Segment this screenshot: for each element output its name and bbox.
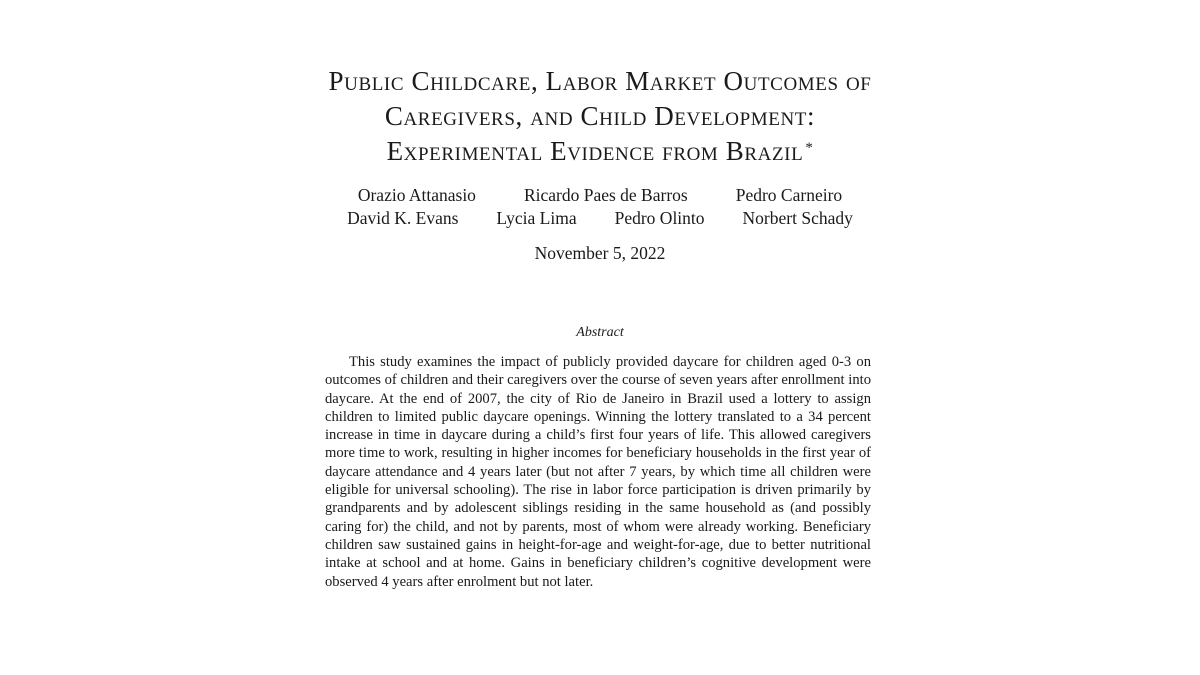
title-footnote-mark[interactable]: * bbox=[805, 140, 814, 156]
author-name: David K. Evans bbox=[347, 208, 459, 228]
abstract-heading: Abstract bbox=[576, 325, 624, 340]
abstract-body: This study examines the impact of publicly provided daycare for children aged 0-3 on outcomes of children and their caregivers over the course of seven years after enrollment into daycare. At the end of 2007, the city of Rio de Janeiro in Brazil used a lottery to assign children to limited public daycare openings. Winning the lottery translated to a 34 percent increase in time in daycare during a child’s first four years of life. This allowed caregivers more time to work, resulting in higher incomes for beneficiary households in the first year of daycare attendance and 4 years later (but not after 7 years, by which time all children were eligible for universal schooling). The rise in labor force participation is driven primarily by grandparents and by adolescent siblings residing in the same household as (and possibly caring for) the child, and not by parents, most of whom were already working. Beneficiary children saw sustained gains in height-for-age and weight-for-age, due to better nutritional intake at school and at home. Gains in beneficiary children’s cognitive development were observed 4 years after enrolment but not later. bbox=[325, 354, 871, 590]
author-row-2 bbox=[250, 207, 950, 230]
title-line-3-text: Experimental Evidence from Brazil bbox=[386, 136, 804, 166]
author-list bbox=[250, 184, 950, 230]
author-name: Lycia Lima bbox=[496, 208, 577, 228]
title-line-1: Public Childcare, Labor Market Outcomes of bbox=[328, 66, 872, 96]
author-name: Orazio Attanasio bbox=[357, 185, 476, 205]
author-name: Norbert Schady bbox=[742, 208, 853, 228]
paper-title bbox=[200, 64, 1000, 169]
author-name: Ricardo Paes de Barros bbox=[523, 185, 688, 205]
title-line-2: Caregivers, and Child Development: bbox=[384, 101, 816, 131]
author-name: Pedro Olinto bbox=[614, 208, 705, 228]
author-row-1 bbox=[250, 184, 950, 207]
author-name: Pedro Carneiro bbox=[735, 185, 843, 205]
paper-date: November 5, 2022 bbox=[534, 243, 666, 263]
title-line-3 bbox=[200, 134, 1000, 169]
